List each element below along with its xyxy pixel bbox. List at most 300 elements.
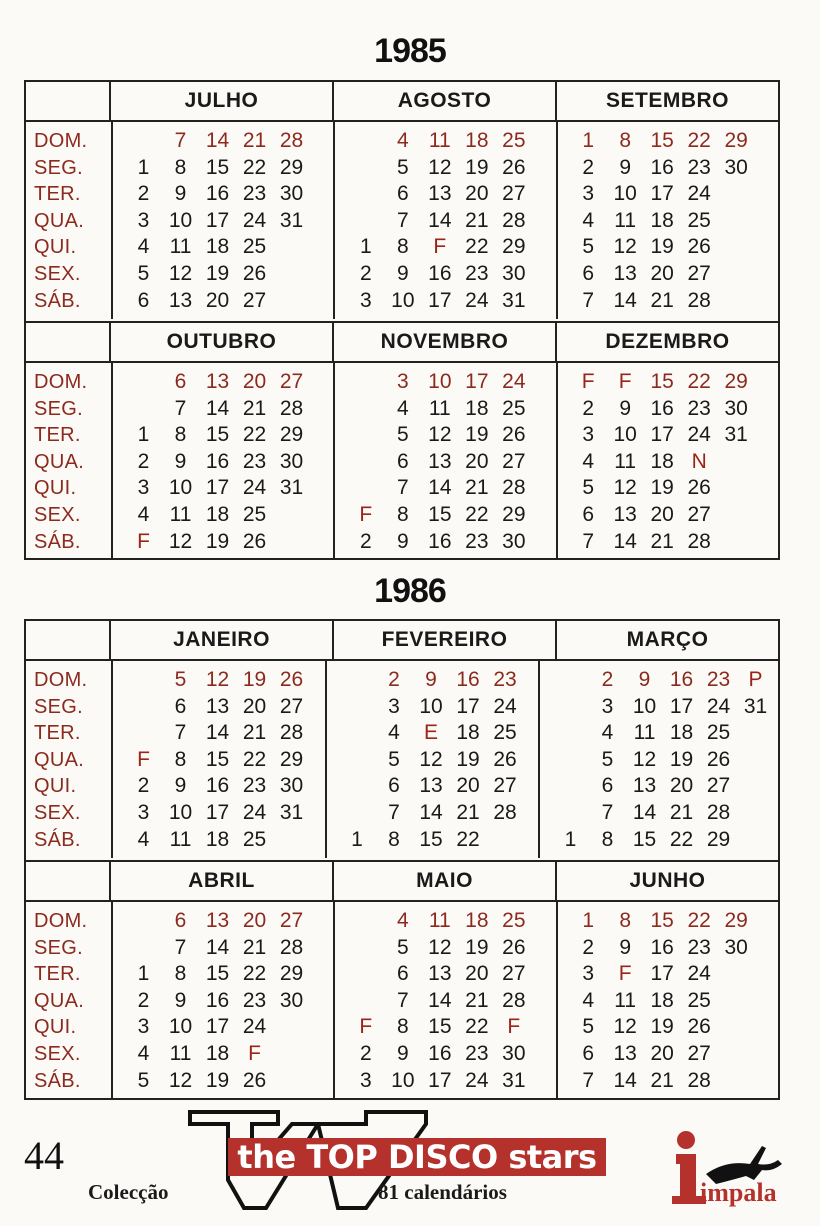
weekday-row	[570, 128, 774, 155]
day-cell: 12	[428, 935, 452, 959]
day-cell: 30	[724, 935, 748, 959]
day-cell: 14	[419, 800, 443, 824]
weekday-row	[347, 422, 551, 449]
day-cell: 28	[706, 800, 731, 824]
day-cell: 3	[601, 694, 614, 718]
day-cell: 21	[650, 529, 674, 553]
day-cell: 12	[613, 1015, 637, 1039]
day-cell	[718, 208, 755, 235]
day-cell: 28	[687, 529, 711, 553]
month-grid-row	[26, 120, 778, 319]
weekday-label: TER.	[34, 722, 81, 745]
day-cell: 15	[650, 370, 674, 393]
weekday-label: QUA.	[34, 209, 85, 232]
day-cell: 5	[582, 1015, 594, 1039]
weekday-label: SEX.	[34, 262, 81, 285]
weekday-row	[125, 773, 321, 800]
day-cell: 23	[242, 182, 267, 206]
day-cell: 27	[706, 774, 731, 798]
day-cell: 22	[465, 1015, 489, 1039]
day-cell: 10	[613, 423, 637, 447]
day-cell: 30	[279, 182, 304, 206]
weekday-row	[339, 800, 535, 827]
weekday-row	[347, 369, 551, 396]
day-cell: 3	[582, 423, 594, 447]
weekday-row	[570, 475, 774, 502]
day-cell: 2	[359, 1041, 372, 1065]
day-cell: 7	[396, 476, 409, 500]
day-cell: 15	[205, 423, 230, 447]
day-cell	[718, 288, 755, 315]
day-cell: 17	[205, 476, 230, 500]
day-cell: 18	[650, 208, 674, 232]
day-cell: 18	[205, 235, 230, 259]
day-cell: 3	[582, 962, 594, 986]
weekday-row	[570, 449, 774, 476]
weekday-row	[125, 396, 329, 423]
day-cell: 20	[650, 261, 674, 285]
month-name: FEVEREIRO	[334, 621, 557, 659]
day-cell: 11	[169, 827, 192, 851]
weekday-row	[552, 747, 774, 774]
weekday-label: QUI.	[34, 236, 77, 259]
day-cell: 28	[502, 988, 526, 1012]
day-cell: 15	[650, 129, 674, 152]
day-cell: 29	[279, 962, 304, 986]
day-cell: F	[433, 235, 447, 259]
day-cell: 19	[242, 668, 267, 691]
day-cell: 8	[174, 747, 187, 771]
day-cell: 1	[137, 423, 150, 447]
day-cell: 16	[428, 529, 452, 553]
weekday-row	[125, 827, 321, 854]
day-cell: 19	[205, 1068, 230, 1092]
day-cell: 21	[242, 721, 267, 745]
day-cell: 12	[168, 1068, 193, 1092]
day-cell: 23	[242, 988, 267, 1012]
day-cell: 7	[174, 721, 187, 745]
day-cell: 26	[502, 423, 526, 447]
day-cell: 10	[632, 694, 657, 718]
day-cell	[125, 720, 162, 747]
weekday-row	[570, 288, 774, 315]
weekday-label: QUA.	[34, 450, 85, 473]
day-cell: 9	[396, 261, 409, 285]
day-cell: 13	[205, 370, 230, 393]
day-cell: 12	[419, 747, 443, 771]
day-cell: 27	[687, 502, 711, 526]
day-cell	[347, 422, 384, 449]
day-cell: 30	[279, 774, 304, 798]
day-cell: 18	[205, 1041, 230, 1065]
month-name: OUTUBRO	[111, 323, 334, 361]
day-cell: 16	[205, 449, 230, 473]
weekday-row	[125, 1014, 329, 1041]
day-cell: 2	[137, 988, 150, 1012]
weekday-row	[125, 720, 321, 747]
day-cell: 29	[279, 155, 304, 179]
day-cell	[737, 827, 774, 854]
day-cell	[552, 720, 589, 747]
day-cell: 23	[465, 261, 489, 285]
weekday-row	[125, 208, 329, 235]
month-header-row	[26, 621, 778, 661]
day-cell: 6	[582, 502, 594, 526]
day-cell: 20	[465, 449, 489, 473]
weekday-label: SÁB.	[34, 828, 81, 851]
day-cell: 10	[391, 1068, 415, 1092]
weekday-row	[570, 261, 774, 288]
day-cell: 20	[669, 774, 694, 798]
day-cell	[273, 1014, 310, 1041]
day-cell: 5	[582, 476, 594, 500]
day-cell	[347, 208, 384, 235]
day-cell: 11	[614, 988, 637, 1012]
weekday-row	[570, 155, 774, 182]
day-cell: F	[248, 1041, 261, 1065]
month-days	[333, 120, 555, 319]
day-cell: 2	[582, 155, 594, 179]
day-cell: 8	[396, 1015, 409, 1039]
day-cell: 2	[388, 668, 400, 691]
day-cell: 9	[396, 1041, 409, 1065]
day-cell	[273, 502, 310, 529]
weekday-label: SEG.	[34, 695, 83, 718]
day-cell: 27	[502, 962, 526, 986]
month-days	[325, 659, 539, 858]
day-cell: 21	[242, 129, 267, 152]
day-cell: 14	[428, 208, 452, 232]
day-cell: 25	[502, 129, 526, 152]
day-cell: 1	[582, 909, 594, 932]
day-cell: 19	[205, 529, 230, 553]
weekday-label: TER.	[34, 183, 81, 206]
day-cell: 16	[205, 182, 230, 206]
day-cell: 8	[601, 827, 614, 851]
weekday-row	[570, 396, 774, 423]
day-cell: 27	[687, 1041, 711, 1065]
month-days	[111, 120, 333, 319]
collection-label: Colecção	[88, 1180, 169, 1204]
day-cell	[339, 773, 376, 800]
month-name: SETEMBRO	[605, 89, 729, 112]
day-cell: 1	[137, 155, 150, 179]
day-cell: 24	[242, 208, 267, 232]
weekday-row	[347, 181, 551, 208]
calendar-block-1985	[24, 80, 780, 560]
day-cell: 28	[493, 800, 517, 824]
day-cell: 15	[419, 827, 443, 851]
day-cell: 24	[502, 370, 526, 393]
day-cell: F	[359, 1015, 373, 1039]
weekday-row	[570, 1068, 774, 1095]
day-cell: 18	[465, 129, 489, 152]
month-days	[111, 659, 325, 858]
day-cell	[737, 720, 774, 747]
weekday-row	[347, 155, 551, 182]
day-cell: 9	[396, 529, 409, 553]
month-name: ABRIL	[111, 862, 334, 900]
day-cell: 17	[205, 1015, 230, 1039]
weekday-row	[125, 747, 321, 774]
day-cell: 22	[687, 129, 711, 152]
day-cell: 20	[650, 1041, 674, 1065]
day-cell: 18	[456, 721, 480, 745]
weekday-row	[570, 529, 774, 556]
day-cell: 14	[613, 529, 637, 553]
day-cell: 16	[669, 668, 694, 691]
impala-brand: impala	[700, 1178, 777, 1207]
day-cell: 28	[687, 1068, 711, 1092]
month-days	[556, 361, 778, 560]
day-cell: 20	[465, 962, 489, 986]
day-cell: 15	[428, 502, 452, 526]
day-cell: 31	[279, 476, 304, 500]
day-cell: 12	[168, 529, 193, 553]
day-cell: 12	[428, 423, 452, 447]
day-cell: 11	[633, 721, 656, 745]
day-cell	[347, 128, 384, 155]
day-cell: 3	[396, 370, 409, 393]
day-cell	[125, 694, 162, 721]
day-cell: 4	[396, 129, 409, 152]
weekday-row	[347, 502, 551, 529]
day-cell: 5	[137, 261, 150, 285]
day-cell: 14	[632, 800, 657, 824]
weekday-row	[125, 475, 329, 502]
weekday-labels	[26, 659, 111, 858]
day-cell	[487, 827, 524, 854]
weekday-row	[125, 288, 329, 315]
day-cell	[339, 694, 376, 721]
day-cell: 25	[687, 988, 711, 1012]
day-cell: 19	[650, 235, 674, 259]
weekday-label: SEX.	[34, 801, 81, 824]
day-cell: 22	[687, 370, 711, 393]
weekday-row	[339, 827, 535, 854]
day-cell: 8	[396, 235, 409, 259]
day-cell: 4	[582, 208, 594, 232]
day-cell: 26	[279, 668, 304, 691]
day-cell	[125, 396, 162, 423]
weekday-row	[347, 475, 551, 502]
month-name: AGOSTO	[334, 82, 557, 120]
day-cell: 2	[359, 529, 372, 553]
day-cell: 26	[687, 1015, 711, 1039]
day-cell: 25	[242, 502, 267, 526]
day-cell	[125, 908, 162, 935]
day-cell: 5	[388, 747, 400, 771]
day-cell: 24	[465, 1068, 489, 1092]
day-cell: 25	[706, 721, 731, 745]
day-cell: 30	[279, 988, 304, 1012]
day-cell: 19	[465, 155, 489, 179]
weekday-row	[570, 208, 774, 235]
day-cell: 2	[582, 396, 594, 420]
day-cell: 23	[493, 668, 517, 691]
day-cell: 9	[619, 155, 631, 179]
day-cell: 18	[205, 827, 230, 851]
day-cell: 18	[669, 721, 694, 745]
day-cell: F	[137, 747, 150, 771]
day-cell: 9	[174, 774, 187, 798]
day-cell: 11	[614, 449, 637, 473]
weekday-row	[347, 128, 551, 155]
day-cell: 4	[388, 721, 400, 745]
day-cell: 16	[205, 774, 230, 798]
weekday-label: DOM.	[34, 910, 88, 932]
weekday-label: QUI.	[34, 477, 77, 500]
day-cell: 21	[465, 988, 489, 1012]
day-cell: 26	[493, 747, 517, 771]
day-cell: 13	[205, 909, 230, 932]
weekday-labels	[26, 361, 111, 560]
day-cell: 12	[205, 668, 230, 691]
day-cell	[718, 234, 755, 261]
day-cell: 3	[582, 182, 594, 206]
day-cell: 21	[465, 208, 489, 232]
day-cell: 27	[279, 370, 304, 393]
day-cell: 22	[687, 909, 711, 932]
day-cell: 27	[502, 449, 526, 473]
weekday-row	[125, 155, 329, 182]
day-cell: 13	[613, 261, 637, 285]
day-cell: 30	[502, 261, 526, 285]
day-cell: 21	[242, 935, 267, 959]
day-cell: 11	[169, 502, 192, 526]
day-cell: 29	[279, 423, 304, 447]
day-cell: 15	[205, 155, 230, 179]
day-cell	[125, 369, 162, 396]
month-header-row	[26, 860, 778, 902]
weekday-row	[339, 720, 535, 747]
day-cell	[347, 475, 384, 502]
day-cell	[273, 529, 310, 556]
day-cell: 4	[137, 235, 150, 259]
day-cell: 27	[279, 909, 304, 932]
day-cell: 10	[168, 476, 193, 500]
day-cell: 28	[502, 208, 526, 232]
day-cell: 14	[613, 1068, 637, 1092]
day-cell: 28	[279, 935, 304, 959]
day-cell: 15	[632, 827, 657, 851]
day-cell: 26	[242, 1068, 267, 1092]
weekday-row	[125, 988, 329, 1015]
day-cell: 6	[582, 261, 594, 285]
day-cell: E	[423, 721, 438, 745]
day-cell	[737, 773, 774, 800]
day-cell: 6	[174, 370, 187, 393]
day-cell	[552, 747, 589, 774]
day-cell: 26	[502, 155, 526, 179]
day-cell: 16	[650, 396, 674, 420]
day-cell: 14	[205, 129, 230, 152]
day-cell: 6	[174, 909, 187, 932]
weekday-row	[339, 667, 535, 694]
day-cell: 6	[396, 182, 409, 206]
weekday-row	[552, 827, 774, 854]
month-name: DEZEMBRO	[605, 330, 730, 353]
weekday-label: QUA.	[34, 748, 85, 771]
weekday-label: QUI.	[34, 1016, 77, 1039]
weekday-label: SEX.	[34, 1042, 81, 1065]
day-cell: 13	[428, 182, 452, 206]
day-cell: 12	[168, 261, 193, 285]
day-cell: 11	[169, 1041, 192, 1065]
day-cell: 4	[396, 396, 409, 420]
day-cell: 4	[601, 721, 614, 745]
day-cell: 17	[669, 694, 694, 718]
day-cell: 25	[502, 396, 526, 420]
day-cell	[552, 800, 589, 827]
weekday-row	[125, 422, 329, 449]
day-cell: 29	[279, 747, 304, 771]
day-cell: 16	[205, 988, 230, 1012]
day-cell: 7	[582, 1068, 594, 1092]
day-cell: 28	[279, 129, 304, 152]
day-cell: 31	[724, 423, 748, 447]
weekday-row	[125, 181, 329, 208]
day-cell: 26	[242, 529, 267, 553]
day-cell: 14	[428, 988, 452, 1012]
day-cell: 11	[428, 129, 451, 152]
day-cell: 17	[650, 182, 674, 206]
weekday-row	[347, 1041, 551, 1068]
month-grid-row	[26, 361, 778, 560]
day-cell: 31	[502, 288, 526, 312]
day-cell: 9	[619, 935, 631, 959]
day-cell	[273, 261, 310, 288]
weekday-label: TER.	[34, 424, 81, 447]
day-cell: 5	[137, 1068, 150, 1092]
day-cell: 15	[428, 1015, 452, 1039]
day-cell: 22	[242, 423, 267, 447]
day-cell: 8	[174, 962, 187, 986]
day-cell: 3	[137, 1015, 150, 1039]
weekday-label: SEX.	[34, 503, 81, 526]
day-cell: 26	[687, 235, 711, 259]
day-cell: 29	[724, 909, 748, 932]
day-cell: F	[581, 370, 595, 393]
day-cell: 28	[279, 396, 304, 420]
day-cell: 17	[456, 694, 480, 718]
weekday-row	[125, 800, 321, 827]
day-cell: 1	[359, 235, 372, 259]
day-cell	[125, 667, 162, 694]
weekday-row	[552, 800, 774, 827]
day-cell: 20	[465, 182, 489, 206]
weekday-row	[570, 988, 774, 1015]
day-cell: 4	[137, 1041, 150, 1065]
weekday-row	[570, 234, 774, 261]
day-cell: 3	[388, 694, 400, 718]
day-cell: F	[618, 962, 632, 986]
day-cell: 7	[601, 800, 614, 824]
day-cell: F	[618, 370, 632, 393]
day-cell: 23	[687, 935, 711, 959]
day-cell	[718, 988, 755, 1015]
day-cell: 17	[205, 800, 230, 824]
day-cell: 7	[396, 988, 409, 1012]
day-cell: 14	[205, 721, 230, 745]
day-cell: 15	[205, 962, 230, 986]
brand-banner: the TOP DISCO stars	[228, 1138, 606, 1176]
month-name: MARÇO	[626, 628, 709, 651]
month-days	[111, 361, 333, 560]
day-cell: 6	[601, 774, 614, 798]
day-cell: F	[137, 529, 150, 553]
day-cell: 15	[205, 747, 230, 771]
